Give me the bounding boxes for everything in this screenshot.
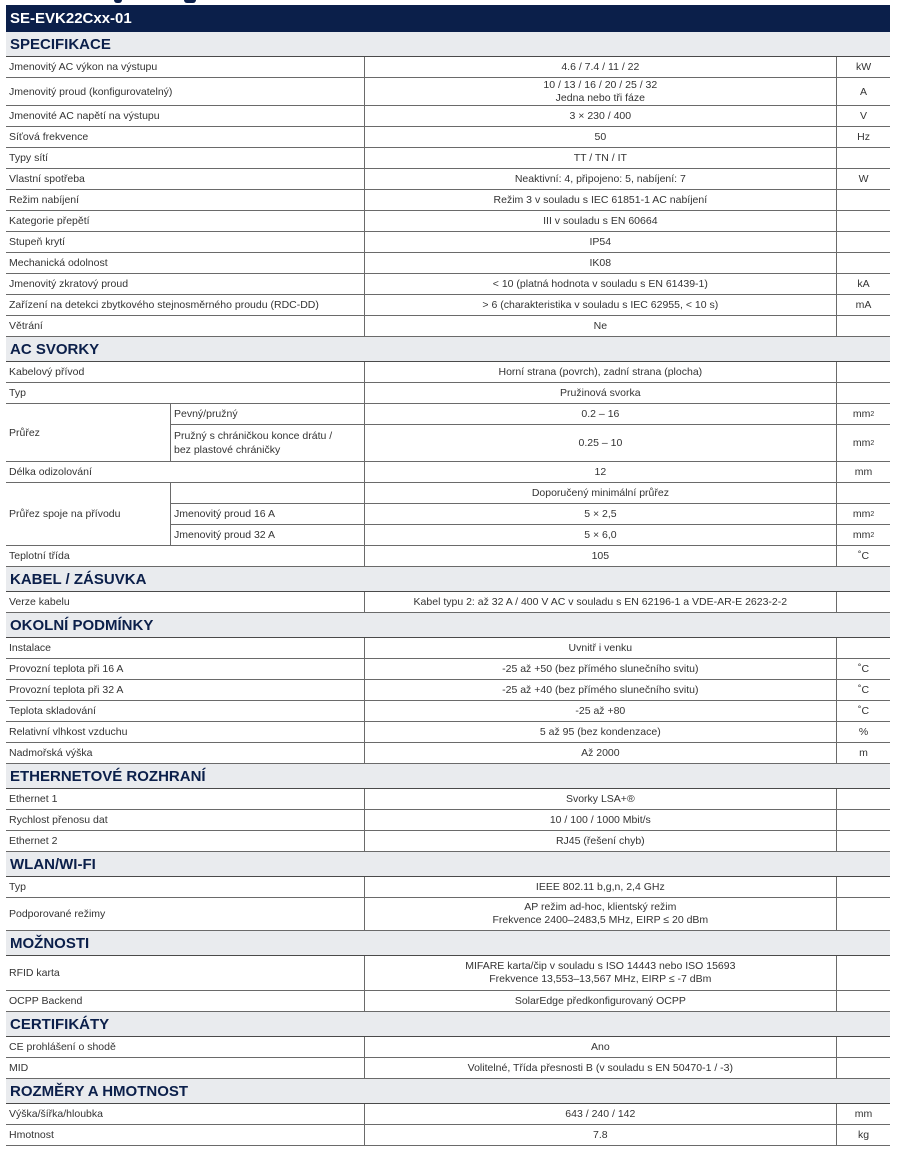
spec-row [6, 701, 890, 722]
value-line: Ne [593, 319, 608, 332]
value-line: 50 [594, 130, 607, 143]
spec-label: Provozní teplota při 16 A [6, 659, 365, 679]
spec-unit [837, 810, 890, 830]
spec-row [6, 106, 890, 127]
label-line: bez plastové chráničky [174, 444, 281, 456]
section-title: WLAN/WI-FI [6, 852, 890, 877]
value-line: Volitelné, Třída přesnosti B (v souladu s EN 50470-1 / -3) [467, 1061, 734, 1074]
spec-label: Rychlost přenosu dat [6, 810, 365, 830]
spec-row [6, 1058, 890, 1079]
section-title: AC SVORKY [6, 337, 890, 362]
spec-unit [837, 898, 890, 930]
sub-label [171, 504, 365, 524]
spec-label: Síťová frekvence [6, 127, 365, 147]
section-title: ETHERNETOVÉ ROZHRANÍ [6, 764, 890, 789]
spec-row [6, 274, 890, 295]
spec-unit [837, 877, 890, 897]
spec-value [365, 877, 837, 897]
group-header: Doporučený minimální průřez [365, 483, 837, 503]
value-line: 5 až 95 (bez kondenzace) [539, 725, 661, 738]
spec-unit: mm 2 [852, 508, 875, 520]
spec-unit [837, 362, 890, 382]
spec-label: Jmenovitý proud (konfigurovatelný) [6, 78, 365, 105]
spec-value [365, 190, 837, 210]
spec-value [365, 362, 837, 382]
spec-row [6, 232, 890, 253]
spec-row [6, 722, 890, 743]
spec-label: Jmenovitý zkratový proud [6, 274, 365, 294]
spec-unit: % [858, 726, 869, 738]
spec-unit [837, 383, 890, 403]
spec-value [365, 956, 837, 990]
spec-row [6, 898, 890, 931]
spec-value [365, 211, 837, 231]
spec-unit: mA [855, 299, 872, 311]
spec-row [6, 190, 890, 211]
group-rows [171, 404, 890, 461]
group-label: Průřez [6, 404, 171, 461]
spec-label: Teplotní třída [6, 546, 365, 566]
value-line: 0.25 – 10 [578, 436, 623, 449]
spec-label: MID [6, 1058, 365, 1078]
value-line: Frekvence 2400–2483,5 MHz, EIRP ≤ 20 dBm [492, 914, 709, 926]
spec-value [365, 810, 837, 830]
spec-row [6, 127, 890, 148]
spec-unit [837, 956, 890, 990]
spec-unit [837, 211, 890, 231]
unit-superscript: 2 [870, 410, 875, 418]
spec-label: Typy sítí [6, 148, 365, 168]
spec-row [6, 877, 890, 898]
spec-value [365, 1037, 837, 1057]
value-line: TT / TN / IT [573, 151, 627, 164]
spec-value [365, 722, 837, 742]
spec-unit: A [860, 85, 868, 98]
label-line: Pružný s chráničkou konce drátu / [174, 430, 333, 442]
spec-label: Ethernet 2 [6, 831, 365, 851]
spec-row [6, 383, 890, 404]
section-title: KABEL / ZÁSUVKA [6, 567, 890, 592]
spec-label: Kabelový přívod [6, 362, 365, 382]
unit-superscript: 2 [870, 439, 875, 447]
spec-value [365, 127, 837, 147]
spec-label: Větrání [6, 316, 365, 336]
spec-value [365, 78, 837, 105]
spec-row [6, 546, 890, 567]
spec-label: Verze kabelu [6, 592, 365, 612]
spec-unit [837, 483, 890, 503]
value-line: III v souladu s EN 60664 [543, 214, 658, 227]
sub-label-lines [174, 407, 238, 421]
label-line: Pevný/pružný [174, 408, 238, 420]
spec-unit [837, 1037, 890, 1057]
label-line: Jmenovitý proud 32 A [174, 529, 275, 541]
spec-label: Kategorie přepětí [6, 211, 365, 231]
value-line: 10 / 100 / 1000 Mbit/s [549, 813, 651, 826]
sub-label [171, 404, 365, 424]
spec-row [6, 57, 890, 78]
value-line: Ano [590, 1040, 610, 1053]
spec-group [6, 483, 890, 546]
spec-row [6, 1037, 890, 1058]
spec-value [365, 1125, 837, 1145]
spec-label: Zařízení na detekci zbytkového stejnosměrného proudu (RDC-DD) [6, 295, 365, 315]
spec-row [6, 462, 890, 483]
value-line: -25 až +80 [575, 704, 626, 717]
value-line: IP54 [589, 235, 612, 248]
spec-unit [837, 316, 890, 336]
spec-label: CE prohlášení o shodě [6, 1037, 365, 1057]
spec-value [365, 295, 837, 315]
spec-label: Podporované režimy [6, 898, 365, 930]
spec-unit: mm 2 [852, 529, 875, 541]
value-line: < 10 (platná hodnota v souladu s EN 61439-1) [492, 277, 708, 290]
value-line: 0.2 – 16 [581, 407, 620, 420]
value-line: AP režim ad-hoc, klientský režim [524, 901, 677, 913]
spec-value [365, 546, 837, 566]
value-line: RJ45 (řešení chyb) [555, 834, 645, 847]
spec-label: OCPP Backend [6, 991, 365, 1011]
spec-label: Stupeň krytí [6, 232, 365, 252]
spec-row [6, 295, 890, 316]
document-title: SE-EVK22Cxx-01 [6, 5, 890, 32]
spec-sheet [6, 32, 890, 1146]
spec-unit [837, 253, 890, 273]
sub-row [171, 524, 890, 545]
spec-unit: mm 2 [852, 437, 875, 449]
spec-row [6, 956, 890, 991]
spec-unit: mm [854, 466, 873, 478]
value-line: 12 [594, 465, 607, 478]
spec-row [6, 1125, 890, 1146]
value-line: 4.6 / 7.4 / 11 / 22 [561, 60, 640, 73]
spec-row [6, 592, 890, 613]
unit-superscript: 2 [870, 531, 875, 539]
spec-value [365, 680, 837, 700]
spec-value [365, 232, 837, 252]
spec-value [365, 1058, 837, 1078]
sub-row [171, 503, 890, 524]
value-line: IK08 [589, 256, 612, 269]
spec-row [6, 1104, 890, 1125]
spec-value [365, 274, 837, 294]
spec-unit: ˚C [857, 705, 870, 717]
value-line: 5 × 6,0 [584, 528, 617, 541]
spec-row [6, 316, 890, 337]
spec-unit: W [858, 173, 869, 185]
spec-label: Typ [6, 877, 365, 897]
group-label: Průřez spoje na přívodu [6, 483, 171, 545]
spec-row [6, 362, 890, 383]
spec-label: Jmenovitý AC výkon na výstupu [6, 57, 365, 77]
spec-value [365, 462, 837, 482]
spec-value [365, 57, 837, 77]
value-line: Až 2000 [581, 746, 620, 759]
spec-value [365, 991, 837, 1011]
value-line: SolarEdge předkonfigurovaný OCPP [514, 994, 686, 1007]
spec-label: Jmenovité AC napětí na výstupu [6, 106, 365, 126]
spec-unit [837, 789, 890, 809]
sub-label [171, 483, 365, 503]
spec-value [365, 148, 837, 168]
spec-label: Délka odizolování [6, 462, 365, 482]
spec-row [6, 810, 890, 831]
spec-value [365, 1104, 837, 1124]
group-rows [171, 483, 890, 545]
spec-row [6, 253, 890, 274]
value-line: -25 až +40 (bez přímého slunečního svitu) [502, 683, 699, 696]
spec-unit [837, 638, 890, 658]
spec-label: Teplota skladování [6, 701, 365, 721]
spec-label: Typ [6, 383, 365, 403]
spec-unit [837, 831, 890, 851]
spec-row [6, 743, 890, 764]
value-line: Svorky LSA+® [565, 792, 635, 805]
group-header-row [171, 483, 890, 503]
spec-unit: ˚C [857, 663, 870, 675]
spec-value [365, 106, 837, 126]
value-line: 105 [591, 549, 610, 562]
value-line: 3 × 230 / 400 [569, 109, 632, 122]
label-line: Jmenovitý proud 16 A [174, 508, 275, 520]
value-line: Horní strana (povrch), zadní strana (plocha) [498, 365, 703, 378]
spec-unit: mm 2 [852, 408, 875, 420]
spec-unit [837, 232, 890, 252]
spec-value [365, 504, 837, 524]
sub-row [171, 404, 890, 424]
spec-unit: V [860, 110, 868, 122]
value-line: Režim 3 v souladu s IEC 61851-1 AC nabíjení [493, 193, 708, 206]
spec-unit: Hz [857, 131, 870, 143]
spec-label: Hmotnost [6, 1125, 365, 1145]
value-line: > 6 (charakteristika v souladu s IEC 62955, < 10 s) [482, 298, 719, 311]
spec-row [6, 789, 890, 810]
spec-row [6, 831, 890, 852]
spec-value [365, 404, 837, 424]
spec-row [6, 211, 890, 232]
spec-unit: m [859, 747, 868, 759]
spec-label: Výška/šířka/hloubka [6, 1104, 365, 1124]
spec-unit [837, 592, 890, 612]
sub-label-lines [174, 429, 332, 457]
spec-value [365, 253, 837, 273]
value-line: 10 / 13 / 16 / 20 / 25 / 32 [543, 78, 658, 91]
value-line: -25 až +50 (bez přímého slunečního svitu) [502, 662, 699, 675]
sub-row [171, 424, 890, 461]
spec-label: Instalace [6, 638, 365, 658]
spec-row [6, 78, 890, 106]
spec-unit [837, 1058, 890, 1078]
value-line: 7.8 [593, 1128, 608, 1141]
section-title: ROZMĚRY A HMOTNOST [6, 1079, 890, 1104]
spec-value [365, 169, 837, 189]
section-title: CERTIFIKÁTY [6, 1012, 890, 1037]
spec-value [365, 789, 837, 809]
spec-value [365, 383, 837, 403]
spec-unit [837, 148, 890, 168]
value-line: Pružinová svorka [560, 386, 641, 399]
spec-value [365, 316, 837, 336]
spec-value [365, 425, 837, 461]
spec-label: Relativní vlhkost vzduchu [6, 722, 365, 742]
spec-value [365, 525, 837, 545]
spec-row [6, 991, 890, 1012]
value-line: IEEE 802.11 b,g,n, 2,4 GHz [535, 880, 665, 893]
spec-row [6, 148, 890, 169]
spec-row [6, 169, 890, 190]
value-line: Jedna nebo tři fáze [555, 91, 645, 104]
spec-unit: kW [855, 61, 872, 73]
value-line: MIFARE karta/čip v souladu s ISO 14443 nebo ISO 15693 [465, 960, 736, 972]
value-line: Neaktivní: 4, připojeno: 5, nabíjení: 7 [514, 172, 686, 185]
spec-row [6, 638, 890, 659]
sub-label [171, 525, 365, 545]
spec-label: Nadmořská výška [6, 743, 365, 763]
spec-unit: ˚C [857, 550, 870, 562]
spec-value [365, 592, 837, 612]
spec-label: Provozní teplota při 32 A [6, 680, 365, 700]
spec-label: RFID karta [6, 956, 365, 990]
spec-label: Režim nabíjení [6, 190, 365, 210]
spec-label: Ethernet 1 [6, 789, 365, 809]
spec-unit [837, 991, 890, 1011]
spec-unit: ˚C [857, 684, 870, 696]
spec-label: Mechanická odolnost [6, 253, 365, 273]
value-line: 5 × 2,5 [584, 507, 617, 520]
unit-superscript: 2 [870, 510, 875, 518]
section-title: MOŽNOSTI [6, 931, 890, 956]
spec-value [365, 831, 837, 851]
spec-row [6, 680, 890, 701]
spec-unit: mm [854, 1108, 873, 1120]
spec-value [365, 701, 837, 721]
spec-group [6, 404, 890, 462]
sub-label-lines [174, 528, 275, 542]
sub-label [171, 425, 365, 461]
spec-value [365, 898, 837, 930]
section-title: OKOLNÍ PODMÍNKY [6, 613, 890, 638]
spec-value [365, 638, 837, 658]
spec-unit: kg [857, 1129, 870, 1141]
section-title: SPECIFIKACE [6, 32, 890, 57]
spec-label: Vlastní spotřeba [6, 169, 365, 189]
value-line: Kabel typu 2: až 32 A / 400 V AC v souladu s EN 62196-1 a VDE-AR-E 2623-2-2 [413, 595, 788, 608]
value-line: Frekvence 13,553–13,567 MHz, EIRP ≤ -7 dBm [489, 973, 712, 985]
spec-unit: kA [857, 278, 870, 290]
spec-row [6, 659, 890, 680]
value-line: 643 / 240 / 142 [565, 1107, 636, 1120]
spec-value [365, 743, 837, 763]
value-line: Uvnitř i venku [568, 641, 633, 654]
spec-unit [837, 190, 890, 210]
sub-label-lines [174, 507, 275, 521]
spec-value [365, 659, 837, 679]
